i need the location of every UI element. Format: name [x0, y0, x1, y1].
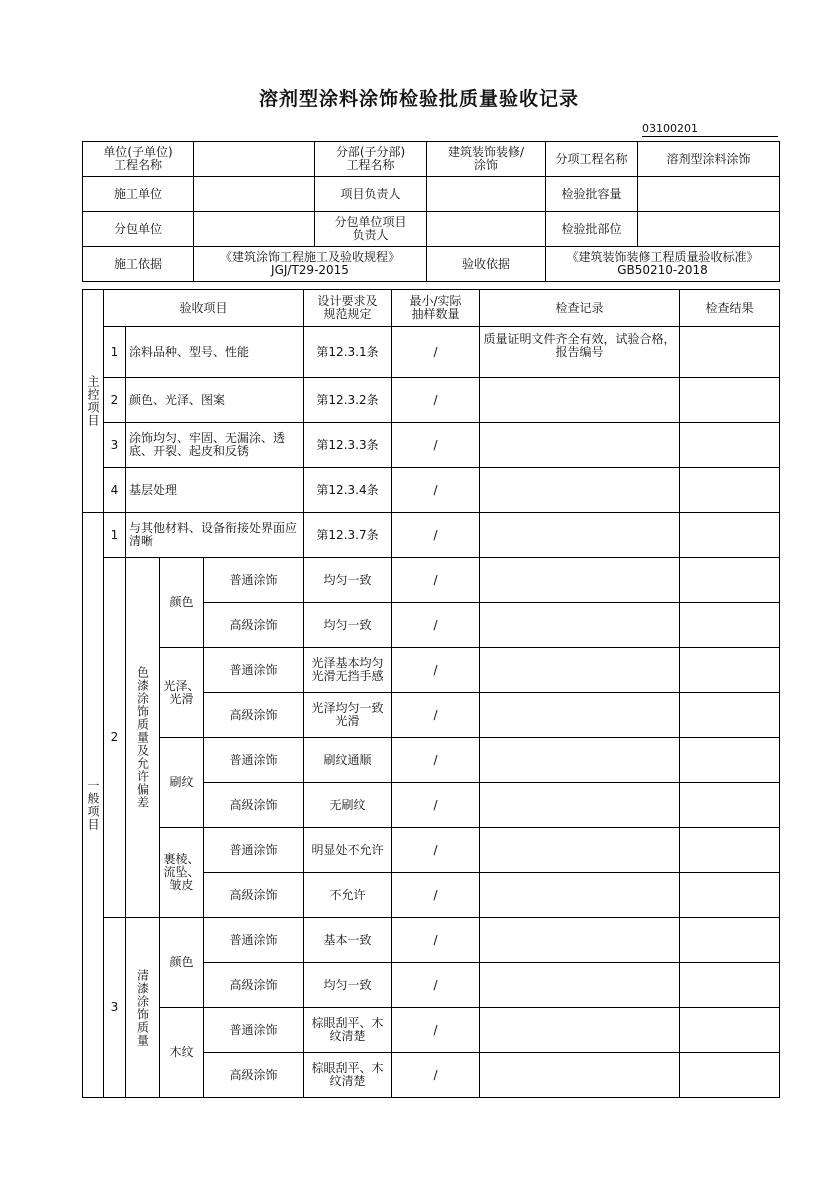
row-result[interactable]: [680, 1008, 780, 1053]
row-result[interactable]: [680, 873, 780, 918]
row-sample[interactable]: /: [392, 918, 480, 963]
general-label: 一般项目: [83, 513, 104, 1098]
row-record[interactable]: [480, 648, 680, 693]
row-record[interactable]: [480, 558, 680, 603]
row-sample[interactable]: /: [392, 423, 480, 468]
page-title: 溶剂型涂料涂饰检验批质量验收记录: [258, 88, 579, 110]
unit-value[interactable]: [194, 142, 315, 177]
row-spec: 棕眼刮平、木纹清楚: [304, 1008, 392, 1053]
sub-pm-label: 分包单位项目 负责人: [315, 212, 427, 247]
row-record[interactable]: 质量证明文件齐全有效，试验合格，报告编号: [480, 327, 680, 378]
col-item: 验收项目: [104, 290, 304, 327]
group-label: 色漆涂饰质量及允许偏差: [126, 558, 160, 918]
row-result[interactable]: [680, 738, 780, 783]
row-number: 1: [104, 513, 126, 558]
row-record[interactable]: [480, 468, 680, 513]
row-record[interactable]: [480, 738, 680, 783]
row-sample[interactable]: /: [392, 327, 480, 378]
row-result[interactable]: [680, 558, 780, 603]
division-value[interactable]: 建筑装饰装修/ 涂饰: [427, 142, 546, 177]
subitem-label: 分项工程名称: [546, 142, 638, 177]
row-spec: 均匀一致: [304, 603, 392, 648]
row-result[interactable]: [680, 468, 780, 513]
subgroup-label: 光泽、光滑: [160, 648, 204, 738]
table-row: [83, 513, 780, 558]
capacity-label: 检验批容量: [546, 177, 638, 212]
row-spec: 第12.3.3条: [304, 423, 392, 468]
location-value[interactable]: [638, 212, 780, 247]
row-result[interactable]: [680, 783, 780, 828]
row-record[interactable]: [480, 828, 680, 873]
group-label: 清漆涂饰质量: [126, 918, 160, 1098]
acceptance-label: 验收依据: [427, 247, 546, 282]
row-item: 基层处理: [126, 468, 304, 513]
row-record[interactable]: [480, 873, 680, 918]
row-number: 1: [104, 327, 126, 378]
grade-label: 高级涂饰: [204, 603, 304, 648]
row-result[interactable]: [680, 918, 780, 963]
row-spec: 无刷纹: [304, 783, 392, 828]
acceptance-value[interactable]: 《建筑装饰装修工程质量验收标准》 GB50210-2018: [546, 247, 780, 282]
header-table: [82, 141, 780, 282]
form-code: 03100201: [642, 122, 778, 137]
subgroup-label: 裹棱、流坠、皱皮: [160, 828, 204, 918]
row-spec: 均匀一致: [304, 558, 392, 603]
row-number: 3: [104, 423, 126, 468]
grade-label: 普通涂饰: [204, 1008, 304, 1053]
row-record[interactable]: [480, 783, 680, 828]
row-item: 颜色、光泽、图案: [126, 378, 304, 423]
pm-label: 项目负责人: [315, 177, 427, 212]
grade-label: 普通涂饰: [204, 738, 304, 783]
row-result[interactable]: [680, 1053, 780, 1098]
row-result[interactable]: [680, 513, 780, 558]
row-record[interactable]: [480, 918, 680, 963]
subgroup-label: 颜色: [160, 918, 204, 1008]
row-sample[interactable]: /: [392, 1008, 480, 1053]
col-record: 检查记录: [480, 290, 680, 327]
row-item: 涂饰均匀、牢固、无漏涂、透底、开裂、起皮和反锈: [126, 423, 304, 468]
sub-pm-value[interactable]: [427, 212, 546, 247]
row-sample[interactable]: /: [392, 693, 480, 738]
grade-label: 高级涂饰: [204, 873, 304, 918]
subitem-value[interactable]: 溶剂型涂料涂饰: [638, 142, 780, 177]
row-sample[interactable]: /: [392, 558, 480, 603]
contractor-value[interactable]: [194, 177, 315, 212]
group-number: 3: [104, 918, 126, 1098]
col-design: 设计要求及 规范规定: [304, 290, 392, 327]
row-number: 2: [104, 378, 126, 423]
row-spec: 第12.3.1条: [304, 327, 392, 378]
table-row: [83, 423, 780, 468]
row-sample[interactable]: /: [392, 513, 480, 558]
row-spec: 不允许: [304, 873, 392, 918]
row-sample[interactable]: /: [392, 873, 480, 918]
basis-label: 施工依据: [83, 247, 194, 282]
row-sample[interactable]: /: [392, 378, 480, 423]
row-record[interactable]: [480, 423, 680, 468]
row-result[interactable]: [680, 423, 780, 468]
row-record[interactable]: [480, 963, 680, 1008]
table-row: [83, 738, 780, 783]
row-spec: 光泽均匀一致光滑: [304, 693, 392, 738]
row-record[interactable]: [480, 378, 680, 423]
subcontractor-value[interactable]: [194, 212, 315, 247]
row-spec: 基本一致: [304, 918, 392, 963]
table-row: [83, 558, 780, 603]
row-sample[interactable]: /: [392, 648, 480, 693]
row-spec: 刷纹通顺: [304, 738, 392, 783]
pm-value[interactable]: [427, 177, 546, 212]
row-result[interactable]: [680, 648, 780, 693]
grade-label: 普通涂饰: [204, 918, 304, 963]
row-result[interactable]: [680, 828, 780, 873]
grade-label: 高级涂饰: [204, 693, 304, 738]
row-spec: 均匀一致: [304, 963, 392, 1008]
capacity-value[interactable]: [638, 177, 780, 212]
table-row: [83, 468, 780, 513]
table-row: [83, 1008, 780, 1053]
row-sample[interactable]: /: [392, 738, 480, 783]
row-sample[interactable]: /: [392, 468, 480, 513]
subgroup-label: 颜色: [160, 558, 204, 648]
division-label: 分部(子分部) 工程名称: [315, 142, 427, 177]
row-spec: 第12.3.4条: [304, 468, 392, 513]
inspection-table: [82, 289, 780, 1098]
grade-label: 高级涂饰: [204, 783, 304, 828]
row-spec: 第12.3.7条: [304, 513, 392, 558]
row-sample[interactable]: /: [392, 828, 480, 873]
subcontractor-label: 分包单位: [83, 212, 194, 247]
row-item: 与其他材料、设备衔接处界面应清晰: [126, 513, 304, 558]
grade-label: 普通涂饰: [204, 648, 304, 693]
location-label: 检验批部位: [546, 212, 638, 247]
row-result[interactable]: [680, 963, 780, 1008]
grade-label: 高级涂饰: [204, 963, 304, 1008]
row-sample[interactable]: /: [392, 963, 480, 1008]
row-number: 4: [104, 468, 126, 513]
row-record[interactable]: [480, 1008, 680, 1053]
row-spec: 棕眼刮平、木纹清楚: [304, 1053, 392, 1098]
row-spec: 明显处不允许: [304, 828, 392, 873]
row-result[interactable]: [680, 603, 780, 648]
grade-label: 高级涂饰: [204, 1053, 304, 1098]
table-row: [83, 918, 780, 963]
row-result[interactable]: [680, 378, 780, 423]
row-record[interactable]: [480, 693, 680, 738]
table-row: [83, 648, 780, 693]
row-result[interactable]: [680, 327, 780, 378]
contractor-label: 施工单位: [83, 177, 194, 212]
row-spec: 第12.3.2条: [304, 378, 392, 423]
row-record[interactable]: [480, 603, 680, 648]
subgroup-label: 木纹: [160, 1008, 204, 1098]
table-row: [83, 327, 780, 378]
table-row: [83, 828, 780, 873]
row-record[interactable]: [480, 513, 680, 558]
grade-label: 普通涂饰: [204, 828, 304, 873]
table-row: [83, 378, 780, 423]
subgroup-label: 刷纹: [160, 738, 204, 828]
row-spec: 光泽基本均匀光滑无挡手感: [304, 648, 392, 693]
row-sample[interactable]: /: [392, 603, 480, 648]
col-result: 检查结果: [680, 290, 780, 327]
row-record[interactable]: [480, 1053, 680, 1098]
row-result[interactable]: [680, 693, 780, 738]
grade-label: 普通涂饰: [204, 558, 304, 603]
row-item: 涂料品种、型号、性能: [126, 327, 304, 378]
col-sample: 最小/实际 抽样数量: [392, 290, 480, 327]
unit-label: 单位(子单位) 工程名称: [83, 142, 194, 177]
basis-value[interactable]: 《建筑涂饰工程施工及验收规程》 JGJ/T29-2015: [194, 247, 427, 282]
group-number: 2: [104, 558, 126, 918]
main-control-label: 主控项目: [83, 290, 104, 513]
row-sample[interactable]: /: [392, 1053, 480, 1098]
row-sample[interactable]: /: [392, 783, 480, 828]
